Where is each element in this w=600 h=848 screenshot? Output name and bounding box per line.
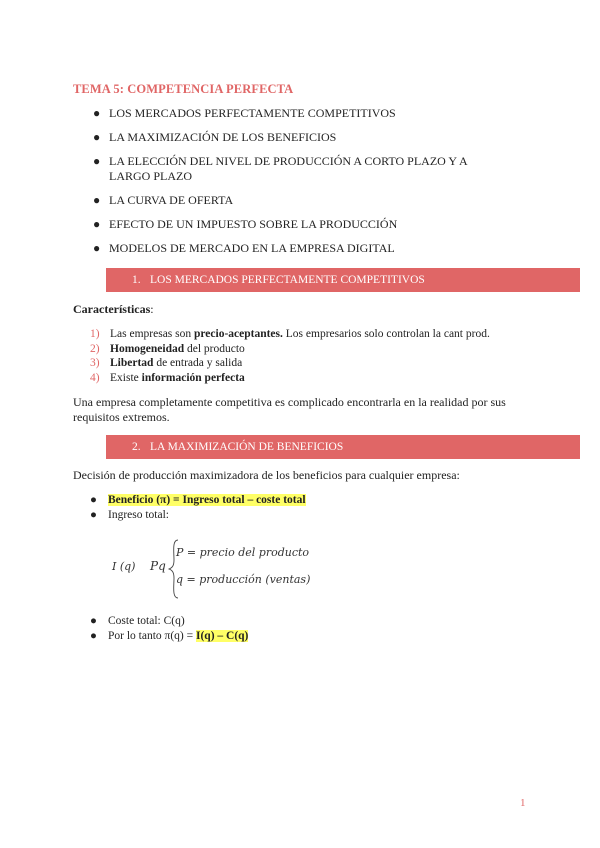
section2-intro: Decisión de producción maximizadora de los beneficios para cualquier empresa:	[73, 468, 460, 482]
page-number: 1	[520, 797, 526, 809]
bullet-icon: ●	[90, 494, 97, 506]
list-item: ● MODELOS DE MERCADO EN LA EMPRESA DIGITAL	[93, 241, 395, 255]
list-item: 4) Existe información perfecta	[90, 371, 245, 384]
list-item: 3) Libertad de entrada y salida	[90, 357, 243, 369]
bullet-icon: ●	[93, 193, 101, 207]
table-of-contents	[93, 106, 533, 265]
section1-paragraph: Una empresa completamente competitiva es complicado encontrarla en la realidad por sus requisitos extremos.	[73, 395, 506, 424]
bullet-icon: ●	[90, 629, 97, 642]
list-item: ● LOS MERCADOS PERFECTAMENTE COMPETITIVOS	[93, 106, 396, 120]
section-heading-1: 1. LOS MERCADOS PERFECTAMENTE COMPETITIVOS	[106, 268, 580, 292]
characteristics-label: Características:	[73, 302, 154, 316]
bullet-icon: ●	[93, 106, 101, 120]
list-item: 2) Homogeneidad del producto	[90, 342, 245, 355]
list-item: ● Ingreso total:	[90, 508, 169, 521]
list-item: ● LA CURVA DE OFERTA	[93, 193, 234, 207]
list-item: 1) Las empresas son precio-aceptantes. Los empresarios solo controlan la cant prod.	[90, 328, 490, 340]
bullet-icon: ●	[93, 241, 101, 255]
bullet-icon: ●	[93, 154, 101, 168]
page-title: TEMA 5: COMPETENCIA PERFECTA	[73, 82, 294, 96]
list-item: ● LA ELECCIÓN DEL NIVEL DE PRODUCCIÓN A CORTO PLAZO Y A LARGO PLAZO	[93, 154, 467, 183]
list-item: ● EFECTO DE UN IMPUESTO SOBRE LA PRODUCCIÓN	[93, 217, 398, 231]
bullet-icon: ●	[90, 615, 97, 627]
benefit-list	[90, 493, 306, 522]
characteristics-list	[90, 327, 490, 385]
cost-list	[90, 614, 248, 643]
revenue-formula: I (q) Pq P = precio del producto q = producción (ventas)	[112, 538, 312, 600]
section-heading-2: 2. LA MAXIMIZACIÓN DE BENEFICIOS	[106, 435, 580, 459]
bullet-icon: ●	[93, 217, 101, 231]
list-item: ● Beneficio (π) = Ingreso total – coste total	[90, 494, 306, 506]
list-item: ● Por lo tanto π(q) = I(q) – C(q)	[90, 629, 249, 642]
list-item: ● Coste total: C(q)	[90, 615, 185, 627]
bullet-icon: ●	[90, 508, 97, 521]
list-item: ● LA MAXIMIZACIÓN DE LOS BENEFICIOS	[93, 130, 337, 144]
bullet-icon: ●	[93, 130, 101, 144]
